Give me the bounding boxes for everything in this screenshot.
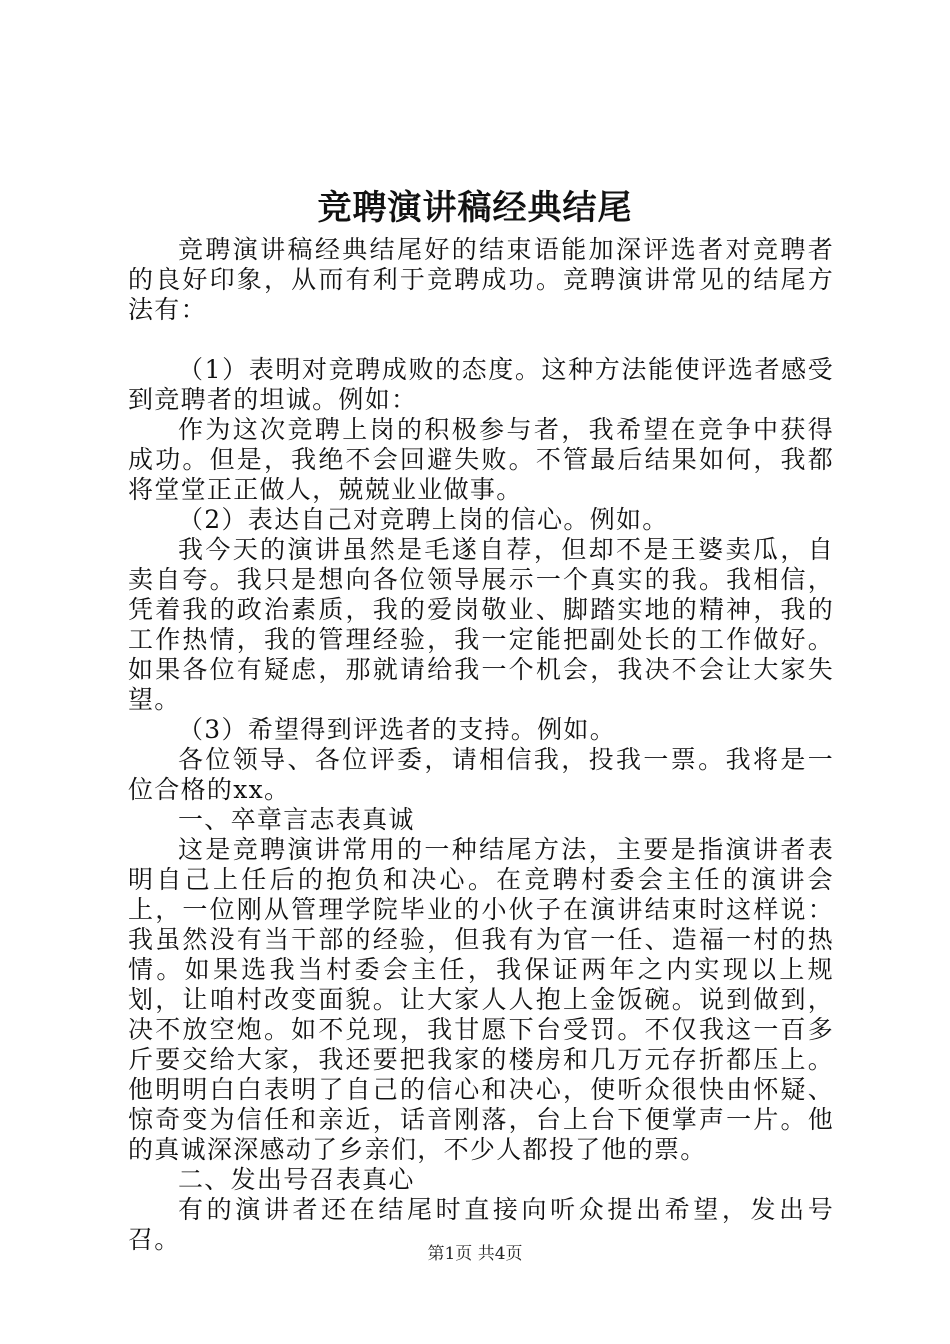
method-3-example: 各位领导、各位评委，请相信我，投我一票。我将是一位合格的xx。 bbox=[128, 745, 834, 804]
section-1-paragraph: 这是竞聘演讲常用的一种结尾方法，主要是指演讲者表明自己上任后的抱负和决心。在竞聘村委会主任的演讲会上，一位刚从管理学院毕业的小伙子在演讲结束时这样说：我虽然没有当干部的经验，但我有为官一任、造福一村的热情。如果选我当村委会主任，我保证两年之内实现以上规划，让咱村改变面貌。让大家人人抱上金饭碗。说到做到，决不放空炮。如不兑现，我甘愿下台受罚。不仅我这一百多斤要交给大家，我还要把我家的楼房和几万元存折都压上。他明明白白表明了自己的信心和决心，使听众很快由怀疑、惊奇变为信任和亲近，话音刚落，台上台下便掌声一片。他的真诚深深感动了乡亲们，不少人都投了他的票。 bbox=[128, 835, 834, 1164]
document-title: 竞聘演讲稿经典结尾 bbox=[317, 188, 633, 228]
method-1-heading: （1）表明对竞聘成败的态度。这种方法能使评选者感受到竞聘者的坦诚。例如： bbox=[128, 355, 834, 414]
page-number-footer: 第1页 共4页 bbox=[427, 1244, 523, 1264]
document-body bbox=[128, 235, 834, 1255]
section-1-heading: 一、卒章言志表真诚 bbox=[178, 805, 415, 834]
method-3-heading: （3）希望得到评选者的支持。例如。 bbox=[178, 715, 617, 744]
section-2-paragraph: 有的演讲者还在结尾时直接向听众提出希望，发出号召。 bbox=[128, 1195, 834, 1254]
method-2-heading: （2）表达自己对竞聘上岗的信心。例如。 bbox=[178, 505, 669, 534]
section-2-heading: 二、发出号召表真心 bbox=[178, 1165, 415, 1194]
intro-paragraph: 竞聘演讲稿经典结尾好的结束语能加深评选者对竞聘者的良好印象，从而有利于竞聘成功。竞聘演讲常见的结尾方法有： bbox=[128, 235, 834, 324]
method-2-example: 我今天的演讲虽然是毛遂自荐，但却不是王婆卖瓜，自卖自夸。我只是想向各位领导展示一个真实的我。我相信，凭着我的政治素质，我的爱岗敬业、脚踏实地的精神，我的工作热情，我的管理经验，我一定能把副处长的工作做好。如果各位有疑虑，那就请给我一个机会，我决不会让大家失望。 bbox=[128, 535, 834, 714]
method-1-example: 作为这次竞聘上岗的积极参与者，我希望在竞争中获得成功。但是，我绝不会回避失败。不管最后结果如何，我都将堂堂正正做人，兢兢业业做事。 bbox=[128, 415, 834, 504]
